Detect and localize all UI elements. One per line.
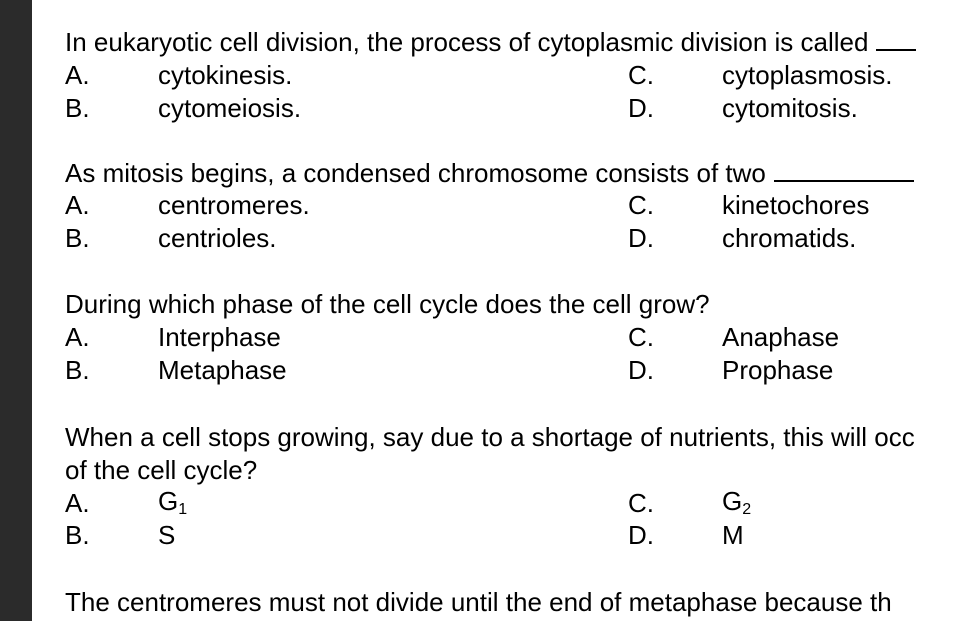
answer-blank — [876, 31, 916, 51]
q4-option-c-main: G — [722, 486, 743, 516]
q3-option-a-text: Interphase — [158, 322, 281, 352]
q4-option-b-letter: B. — [65, 520, 90, 550]
q2-option-c-text: kinetochores — [722, 190, 870, 220]
q1-option-c-letter: C. — [628, 60, 654, 90]
question-4-stem-line-1: When a cell stops growing, say due to a shortage of nutrients, this will occ — [65, 422, 915, 452]
question-2-stem — [65, 158, 914, 188]
q4-option-b-text: S — [158, 520, 176, 550]
q1-option-d-letter: D. — [628, 93, 654, 123]
q3-option-c-text: Anaphase — [722, 322, 840, 352]
q3-option-b-text: Metaphase — [158, 355, 287, 385]
question-1-stem — [65, 27, 916, 57]
question-4-stem-line-2: of the cell cycle? — [65, 455, 258, 485]
q2-option-c-letter: C. — [628, 190, 654, 220]
question-2-stem-text: As mitosis begins, a condensed chromosome consists of two — [65, 158, 766, 188]
document-page — [32, 0, 976, 621]
q1-option-a-letter: A. — [65, 60, 90, 90]
q4-option-c-subscript: 2 — [742, 501, 752, 518]
q4-option-c-letter: C. — [628, 488, 654, 518]
q4-option-d-letter: D. — [628, 520, 654, 550]
q3-option-c-letter: C. — [628, 322, 654, 352]
question-3-stem: During which phase of the cell cycle does the cell grow? — [65, 289, 710, 319]
q2-option-d-letter: D. — [628, 223, 654, 253]
q4-option-c-text — [722, 486, 751, 516]
answer-blank — [774, 162, 914, 182]
q1-option-b-letter: B. — [65, 93, 90, 123]
q1-option-a-text: cytokinesis. — [158, 60, 293, 90]
q2-option-b-letter: B. — [65, 223, 90, 253]
q1-option-d-text: cytomitosis. — [722, 93, 858, 123]
q4-option-d-text: M — [722, 520, 744, 550]
left-margin-bar — [0, 0, 32, 621]
question-5-stem: The centromeres must not divide until the end of metaphase because th — [65, 587, 892, 617]
q2-option-b-text: centrioles. — [158, 223, 277, 253]
q4-option-a-main: G — [158, 486, 179, 516]
q3-option-d-text: Prophase — [722, 355, 834, 385]
q4-option-a-letter: A. — [65, 488, 90, 518]
q1-option-b-text: cytomeiosis. — [158, 93, 302, 123]
q3-option-b-letter: B. — [65, 355, 90, 385]
q1-option-c-text: cytoplasmosis. — [722, 60, 893, 90]
q3-option-a-letter: A. — [65, 322, 90, 352]
q3-option-d-letter: D. — [628, 355, 654, 385]
q2-option-a-letter: A. — [65, 190, 90, 220]
q4-option-a-text — [158, 486, 187, 516]
q2-option-d-text: chromatids. — [722, 223, 857, 253]
q2-option-a-text: centromeres. — [158, 190, 310, 220]
question-1-stem-text: In eukaryotic cell division, the process of cytoplasmic division is called — [65, 27, 869, 57]
q4-option-a-subscript: 1 — [178, 501, 188, 518]
